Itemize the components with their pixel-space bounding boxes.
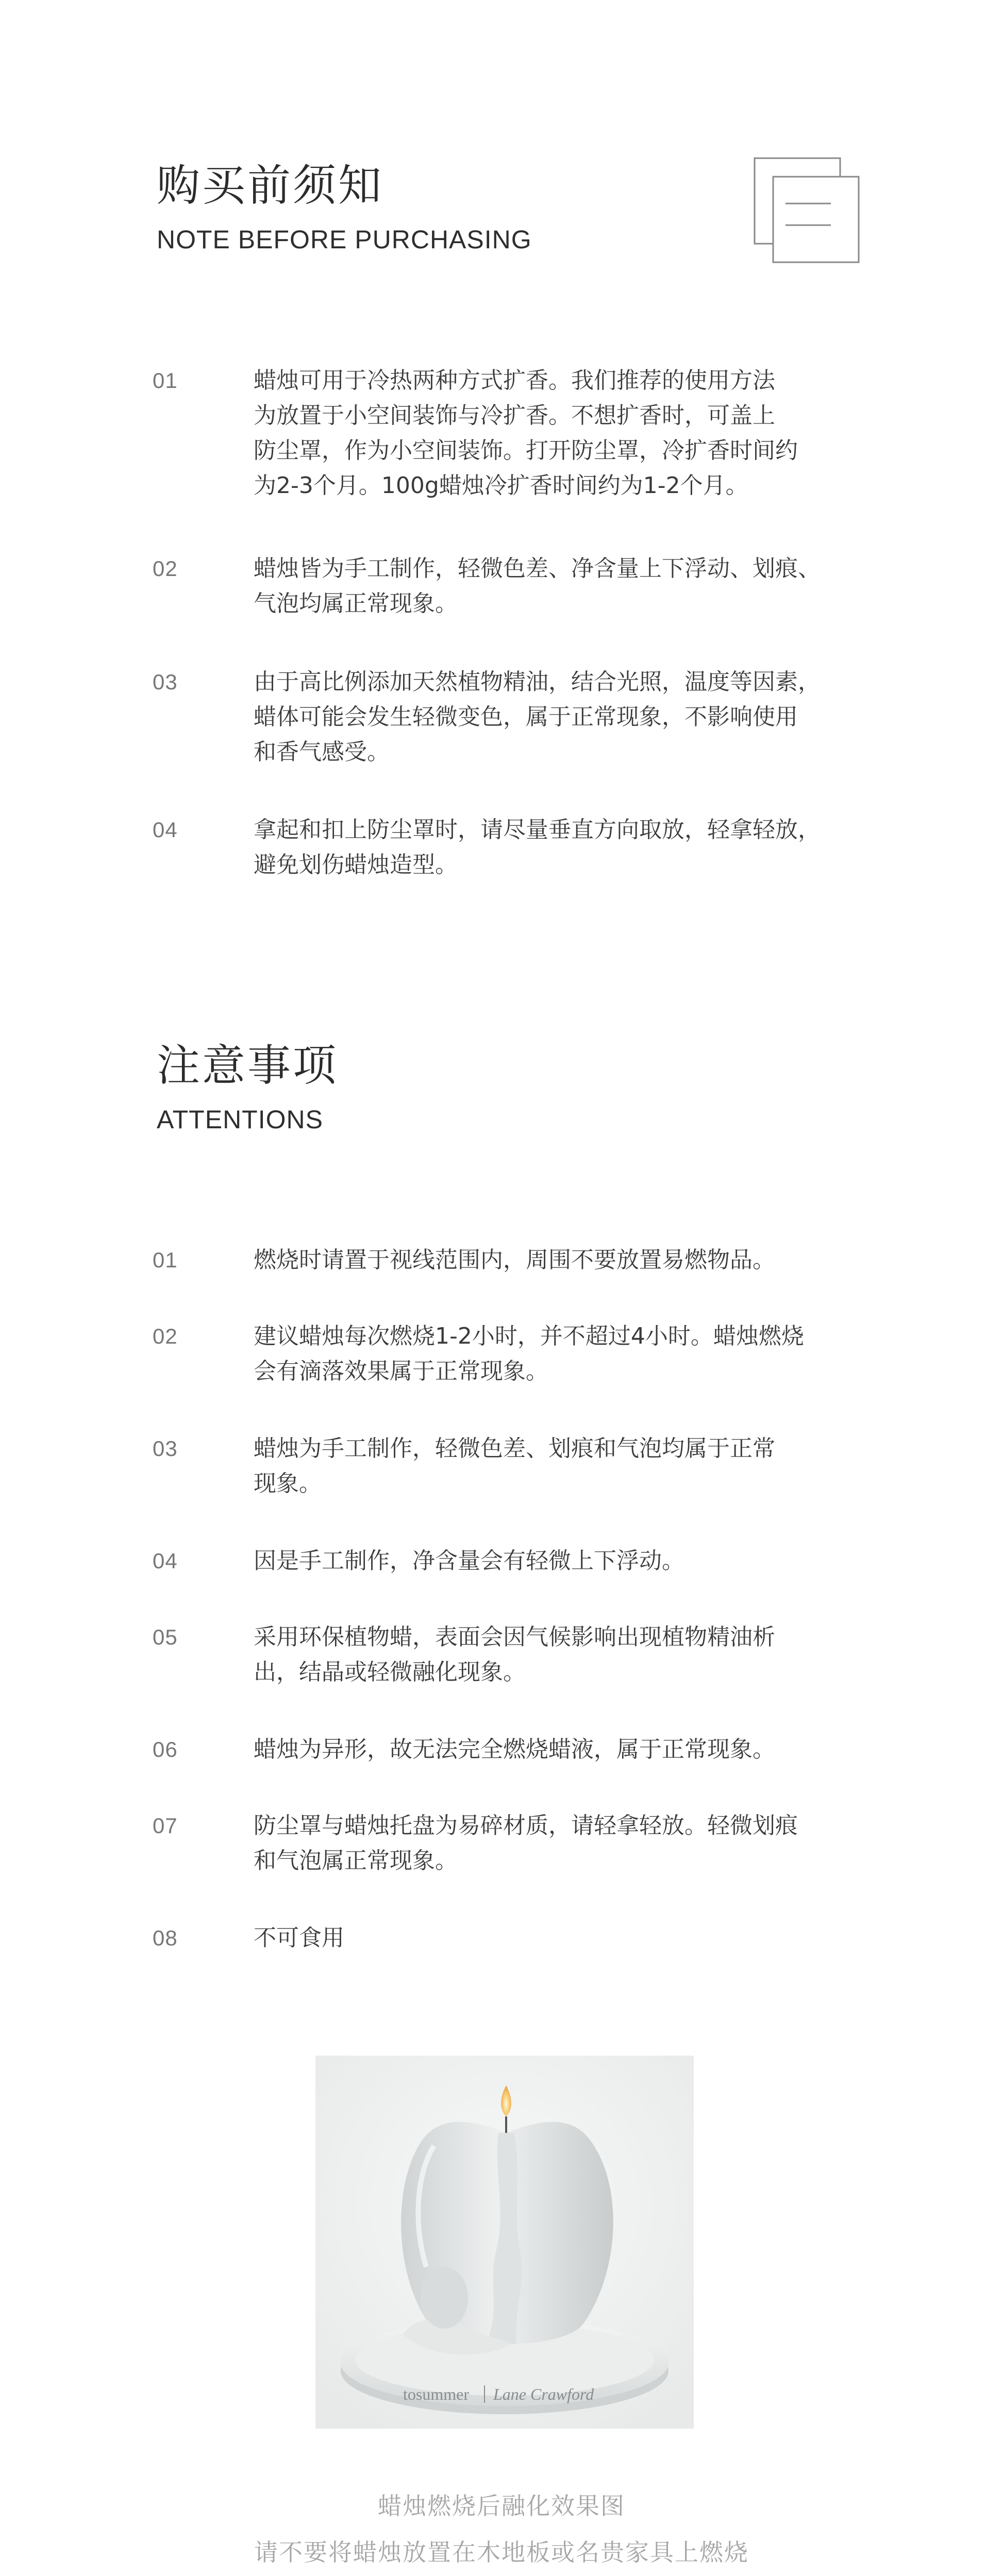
item-number: 02 bbox=[153, 1324, 178, 1348]
item-number: 01 bbox=[153, 368, 178, 393]
item-number: 04 bbox=[153, 818, 178, 842]
melted-candle-photo bbox=[315, 2056, 694, 2429]
candle-illustration bbox=[315, 2056, 694, 2429]
item-number: 07 bbox=[153, 1814, 178, 1838]
item-text: 蜡烛可用于冷热两种方式扩香。我们推荐的使用方法 为放置于小空间装饰与冷扩香。不想扩香时，可盖上 防尘罩，作为小空间装饰。打开防尘罩，冷扩香时间约 为2-3个月。100g蜡烛冷扩香时间约为1-2个月。 bbox=[254, 367, 798, 499]
brand-lane-crawford: Lane Crawford bbox=[493, 2385, 594, 2403]
photo-caption: 蜡烛燃烧后融化效果图 bbox=[378, 2492, 625, 2520]
item-text: 蜡烛为手工制作，轻微色差、划痕和气泡均属于正常 现象。 bbox=[254, 1435, 775, 1497]
section-title-cn: 购买前须知 bbox=[157, 160, 384, 211]
item-number: 03 bbox=[153, 670, 178, 694]
item-text: 蜡烛皆为手工制作，轻微色差、净含量上下浮动、划痕、 气泡均属正常现象。 bbox=[254, 555, 821, 617]
item-text: 采用环保植物蜡，表面会因气候影响出现植物精油析 出，结晶或轻微融化现象。 bbox=[254, 1624, 775, 1685]
item-text: 防尘罩与蜡烛托盘为易碎材质，请轻拿轻放。轻微划痕 和气泡属正常现象。 bbox=[254, 1812, 798, 1874]
item-text: 由于高比例添加天然植物精油，结合光照，温度等因素， 蜡体可能会发生轻微变色，属于正常现象，不影响使用 和香气感受。 bbox=[254, 669, 821, 765]
item-number: 05 bbox=[153, 1625, 178, 1649]
section-title-en: NOTE BEFORE PURCHASING bbox=[157, 225, 532, 254]
document-stack-icon bbox=[754, 157, 860, 263]
item-text: 燃烧时请置于视线范围内，周围不要放置易燃物品。 bbox=[254, 1247, 775, 1273]
item-number: 03 bbox=[153, 1436, 178, 1461]
section-title-en: ATTENTIONS bbox=[157, 1105, 323, 1134]
item-number: 08 bbox=[153, 1926, 178, 1950]
item-text: 拿起和扣上防尘罩时，请尽量垂直方向取放，轻拿轻放， 避免划伤蜡烛造型。 bbox=[254, 817, 821, 878]
item-number: 01 bbox=[153, 1248, 178, 1272]
warning-caption: 请不要将蜡烛放置在木地板或名贵家具上燃烧 bbox=[254, 2538, 749, 2566]
item-text: 不可食用 bbox=[254, 1925, 344, 1951]
item-text: 蜡烛为异形，故无法完全燃烧蜡液，属于正常现象。 bbox=[254, 1736, 775, 1762]
item-text: 建议蜡烛每次燃烧1-2小时，并不超过4小时。蜡烛燃烧 会有滴落效果属于正常现象。 bbox=[254, 1323, 804, 1384]
item-number: 02 bbox=[153, 556, 178, 581]
brand-tosummer: tosummer bbox=[403, 2385, 469, 2403]
item-text: 因是手工制作，净含量会有轻微上下浮动。 bbox=[254, 1548, 684, 1574]
section-title-cn: 注意事项 bbox=[157, 1040, 339, 1091]
item-number: 06 bbox=[153, 1737, 178, 1761]
item-number: 04 bbox=[153, 1549, 178, 1573]
